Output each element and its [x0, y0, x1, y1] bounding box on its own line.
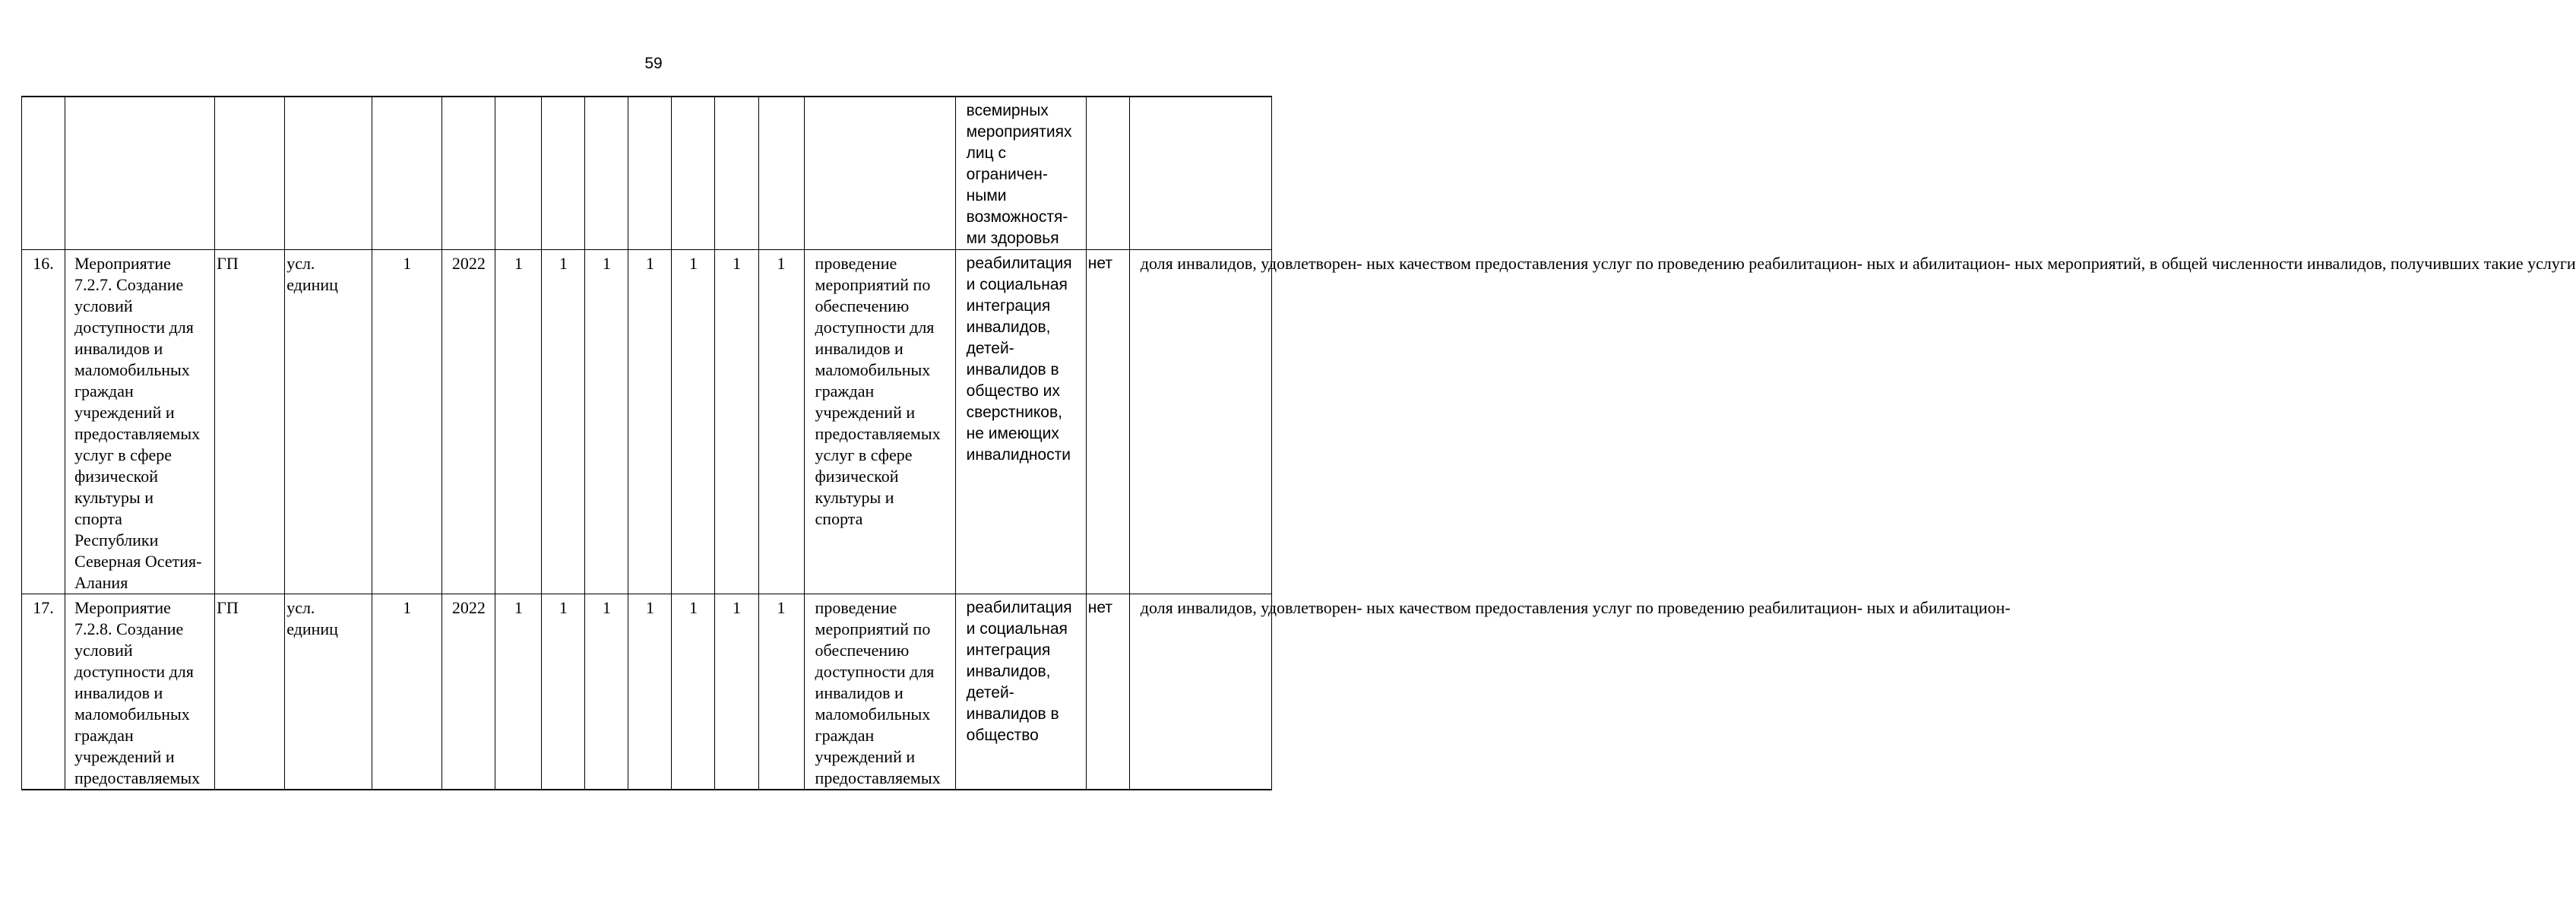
cell-num: 16.: [22, 250, 65, 594]
cell-base-value: 1: [372, 250, 442, 594]
continuation-row: [22, 97, 1272, 250]
cell-effect: всемирных мероприятиях лиц с ограничен- ными возможностя- ми здоровья: [955, 97, 1086, 250]
cell-num: [22, 97, 65, 250]
page-number: 59: [644, 55, 663, 72]
cell-value: [628, 97, 672, 250]
cell-value: 1: [628, 594, 672, 790]
cell-indicator: доля инвалидов, удовлетворен- ных качеством предоставления услуг по проведению реабилитацион- ных и абилитацион- ных мероприятий, в общей численности инвалидов, получивших такие услуги: [1129, 250, 1271, 594]
cell-value: 1: [495, 250, 542, 594]
measures-table: [21, 96, 2576, 790]
cell-description: проведение мероприятий по обеспечению доступности для инвалидов и маломобильных граждан учреждений и предоставляемых: [804, 594, 955, 790]
cell-value: 1: [715, 594, 758, 790]
table-row: [22, 594, 1272, 790]
cell-year: [442, 97, 495, 250]
cell-responsible: ГП: [215, 594, 285, 790]
cell-unit: усл. единиц: [285, 594, 372, 790]
cell-effect: реабилитация и социальная интеграция инвалидов, детей- инвалидов в общество: [955, 594, 1086, 790]
cell-value: 1: [715, 250, 758, 594]
cell-value: 1: [542, 594, 585, 790]
cell-flag: [1086, 97, 1129, 250]
cell-effect: реабилитация и социальная интеграция инвалидов, детей- инвалидов в общество их сверстников, не имеющих инвалидности: [955, 250, 1086, 594]
cell-num: 17.: [22, 594, 65, 790]
cell-name: Мероприятие 7.2.7. Создание условий доступности для инвалидов и маломобильных граждан учреждений и предоставляемых услуг в сфере физической культуры и спорта Республики Северная Осетия- Алания: [65, 250, 215, 594]
cell-description: проведение мероприятий по обеспечению доступности для инвалидов и маломобильных граждан учреждений и предоставляемых услуг в сфере физической культуры и спорта: [804, 250, 955, 594]
cell-value: 1: [585, 594, 628, 790]
cell-value: 1: [495, 594, 542, 790]
cell-value: 1: [672, 594, 715, 790]
cell-responsible: ГП: [215, 250, 285, 594]
cell-value: [715, 97, 758, 250]
cell-unit: [285, 97, 372, 250]
cell-flag: нет: [1086, 594, 1129, 790]
cell-value: [542, 97, 585, 250]
cell-responsible: [215, 97, 285, 250]
cell-value: 1: [628, 250, 672, 594]
cell-value: 1: [672, 250, 715, 594]
cell-description: [804, 97, 955, 250]
cell-year: 2022: [442, 250, 495, 594]
cell-base-value: 1: [372, 594, 442, 790]
table-row: [22, 250, 1272, 594]
cell-value: 1: [585, 250, 628, 594]
cell-value: 1: [542, 250, 585, 594]
cell-name: [65, 97, 215, 250]
cell-value: [495, 97, 542, 250]
cell-flag: нет: [1086, 250, 1129, 594]
cell-year: 2022: [442, 594, 495, 790]
cell-value: 1: [758, 250, 804, 594]
cell-name: Мероприятие 7.2.8. Создание условий доступности для инвалидов и маломобильных граждан учреждений и предоставляемых: [65, 594, 215, 790]
cell-value: [672, 97, 715, 250]
cell-value: [758, 97, 804, 250]
cell-value: 1: [758, 594, 804, 790]
cell-indicator: доля инвалидов, удовлетворен- ных качеством предоставления услуг по проведению реабилитацион- ных и абилитацион-: [1129, 594, 1271, 790]
cell-base-value: [372, 97, 442, 250]
cell-value: [585, 97, 628, 250]
cell-unit: усл. единиц: [285, 250, 372, 594]
cell-indicator: [1129, 97, 1271, 250]
